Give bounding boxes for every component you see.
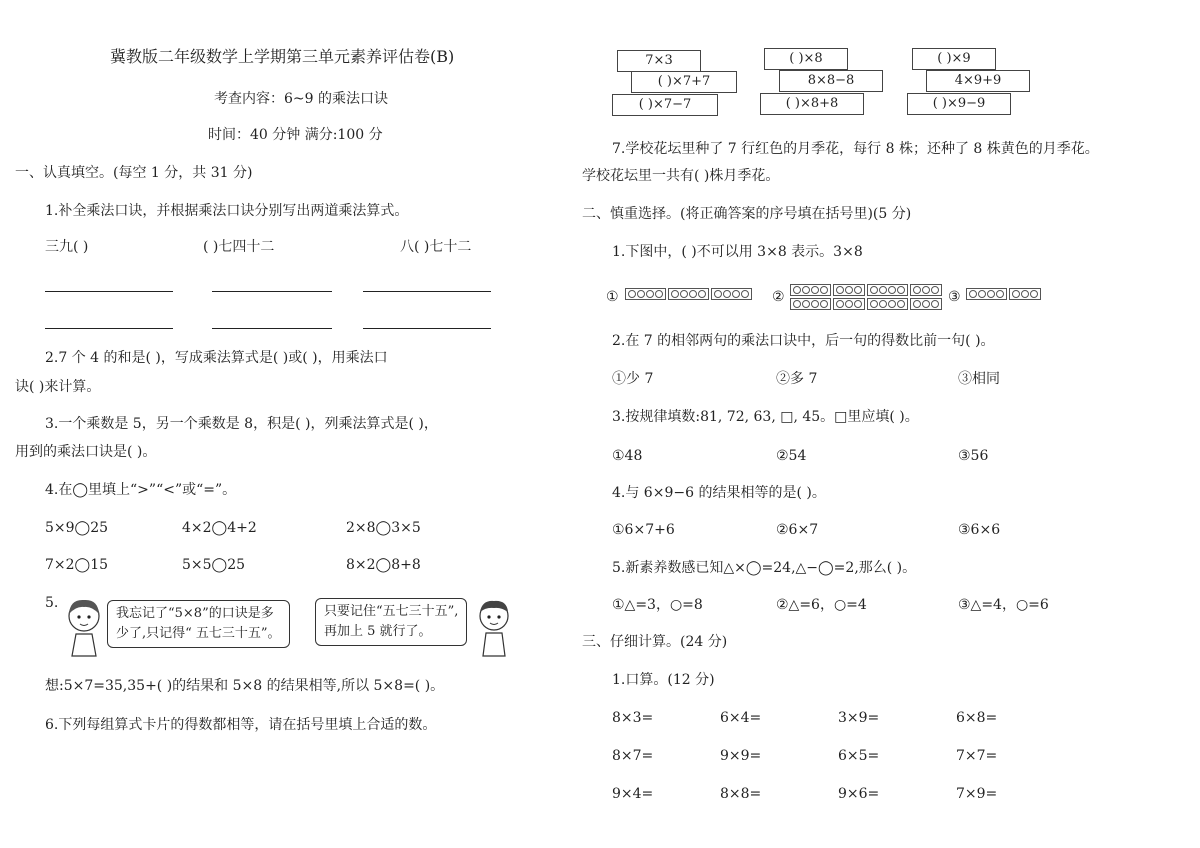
dot-array-option-2 [790,284,942,310]
option: ③6×6 [958,522,1001,538]
q4-stem: 4.在◯里填上“>”“<”或“=”。 [45,482,237,498]
formula-card: ( )×9−9 [907,93,1011,115]
q1-item: ( )七四十二 [203,239,275,255]
option: ②54 [776,448,807,464]
q4-item: 2×8◯3×5 [346,520,421,536]
q7-line1: 7.学校花坛里种了 7 行红色的月季花，每行 8 株；还种了 8 株黄色的月季花。 [612,141,1099,157]
q4-item: 5×5◯25 [182,557,246,573]
q5-number: 5. [45,595,59,611]
option: ②△=6，○=4 [776,597,867,613]
formula-card: ( )×8 [764,48,848,70]
calc-item: 6×8= [956,710,998,726]
dot-array-option-3 [966,288,1041,300]
option: ①少 7 [612,371,654,387]
option: ①△=3，○=8 [612,597,703,613]
calc-item: 6×5= [838,748,880,764]
answer-line[interactable] [45,291,173,292]
q1-item: 三九( ) [45,239,89,255]
s3-sub-heading: 1.口算。(12 分) [612,672,715,688]
option-label: ③ [948,289,961,305]
q3-line2: 用到的乘法口诀是( )。 [15,444,157,460]
option-label: ① [606,289,619,305]
formula-card: 8×8−8 [779,70,883,92]
calc-item: 9×4= [612,786,654,802]
calc-item: 9×6= [838,786,880,802]
q4-item: 5×9◯25 [45,520,109,536]
q5-think: 想:5×7=35,35+( )的结果和 5×8 的结果相等,所以 5×8=( )。 [45,678,445,694]
calc-item: 9×9= [720,748,762,764]
dot-array-option-1 [625,288,752,300]
section2-heading: 二、慎重选择。(将正确答案的序号填在括号里)(5 分) [582,206,912,222]
option: ③△=4，○=6 [958,597,1049,613]
option: ③相同 [958,371,1000,387]
s2-q1-stem: 1.下图中，( )不可以用 3×8 表示。3×8 [612,244,863,260]
formula-card: 4×9+9 [926,70,1030,92]
q6-stem: 6.下列每组算式卡片的得数都相等，请在括号里填上合适的数。 [45,717,437,733]
q2-line1: 2.7 个 4 的和是( )，写成乘法算式是( )或( )，用乘法口 [45,350,388,366]
formula-card: ( )×7−7 [612,94,718,116]
option-label: ② [772,289,785,305]
answer-line[interactable] [363,291,491,292]
bubble-text: 我忘记了“5×8”的口诀是多 [116,606,274,621]
q4-item: 8×2◯8+8 [346,557,421,573]
girl-illustration [62,596,106,658]
bubble-text: 少了,只记得“ 五七三十五”。 [116,626,281,641]
formula-card: ( )×8+8 [760,93,864,115]
answer-line[interactable] [212,328,332,329]
boy-illustration [474,596,514,658]
formula-card: 7×3 [617,50,701,72]
q1-item: 八( )七十二 [400,239,472,255]
option: ①48 [612,448,643,464]
bubble-text: 只要记住“五七三十五”, [324,604,459,619]
s2-q3-stem: 3.按规律填数:81, 72, 63, □, 45。□里应填( )。 [612,409,919,425]
option: ②多 7 [776,371,818,387]
calc-item: 3×9= [838,710,880,726]
q4-item: 7×2◯15 [45,557,109,573]
section3-heading: 三、仔细计算。(24 分) [582,634,728,650]
calc-item: 7×7= [956,748,998,764]
q7-line2: 学校花坛里一共有( )株月季花。 [582,168,780,184]
answer-line[interactable] [212,291,332,292]
q3-line1: 3.一个乘数是 5，另一个乘数是 8，积是( )，列乘法算式是( )， [45,416,438,432]
calc-item: 7×9= [956,786,998,802]
option: ②6×7 [776,522,819,538]
s2-q4-stem: 4.与 6×9−6 的结果相等的是( )。 [612,485,826,501]
calc-item: 8×8= [720,786,762,802]
exam-time-score: 时间：40 分钟 满分:100 分 [208,127,383,143]
s2-q5-stem: 5.新素养数感已知△×◯=24,△−◯=2,那么( )。 [612,560,917,576]
option: ③56 [958,448,989,464]
formula-card: ( )×9 [912,48,996,70]
formula-card: ( )×7+7 [631,71,737,93]
section1-heading: 一、认真填空。(每空 1 分，共 31 分) [15,165,253,181]
calc-item: 8×7= [612,748,654,764]
s2-q2-stem: 2.在 7 的相邻两句的乘法口诀中，后一句的得数比前一句( )。 [612,333,995,349]
answer-line[interactable] [363,328,491,329]
q2-line2: 诀( )来计算。 [15,379,101,395]
calc-item: 6×4= [720,710,762,726]
exam-scope: 考查内容：6~9 的乘法口诀 [214,91,388,107]
answer-line[interactable] [45,328,173,329]
option: ①6×7+6 [612,522,675,538]
speech-bubble-girl [107,600,290,648]
calc-item: 8×3= [612,710,654,726]
q4-item: 4×2◯4+2 [182,520,257,536]
q1-stem: 1.补全乘法口诀，并根据乘法口诀分别写出两道乘法算式。 [45,203,409,219]
bubble-text: 再加上 5 就行了。 [324,624,432,639]
page-title: 冀教版二年级数学上学期第三单元素养评估卷(B) [110,47,455,66]
speech-bubble-boy [315,598,467,646]
